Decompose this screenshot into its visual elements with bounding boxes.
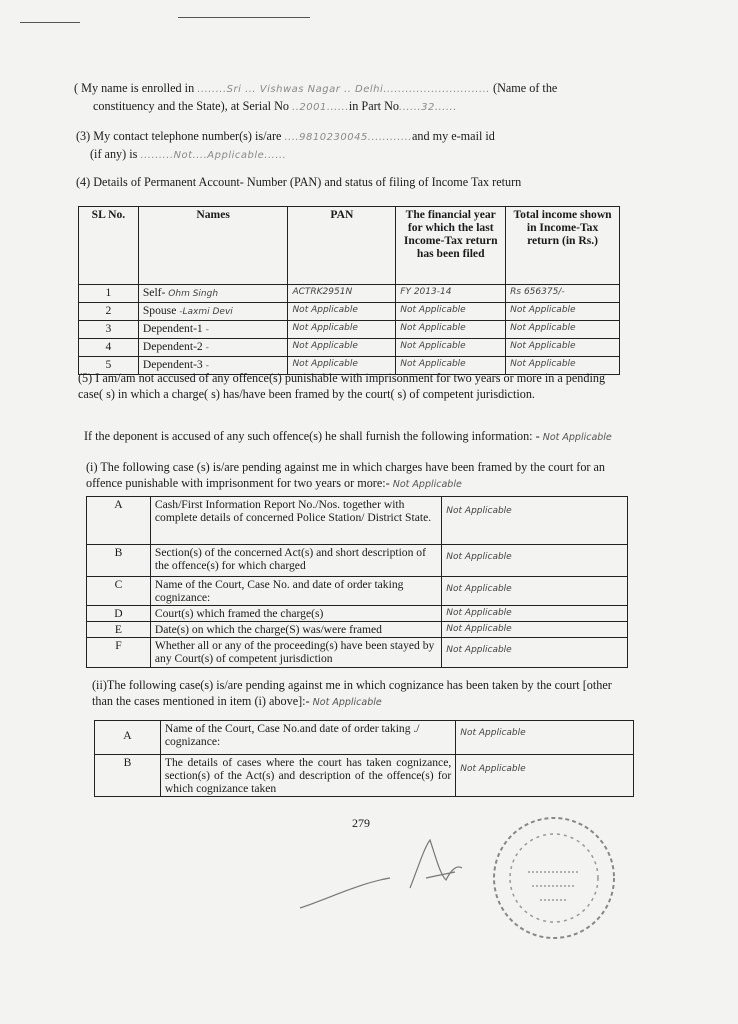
handwritten-serial: ..2001...... <box>292 102 349 113</box>
handwritten-phone: ....9810230045............ <box>284 132 412 143</box>
col-financial-year: The financial year for which the last Income-Tax return has been filed <box>396 207 506 285</box>
header-rule-left <box>20 22 80 23</box>
table-row: D Court(s) which framed the charge(s) Not Applicable <box>87 606 628 622</box>
table-row: C Name of the Court, Case No. and date of order taking cognizance: Not Applicable <box>87 577 628 606</box>
table-row: A Cash/First Information Report No./Nos. together with complete details of concerned Police Station/ District State. Not Applicable <box>87 497 628 545</box>
deponent-note: If the deponent is accused of any such offence(s) he shall furnish the following information: - Not Applicable <box>84 429 612 443</box>
item-marker: ( <box>74 81 79 95</box>
col-sl-no: SL No. <box>79 207 139 285</box>
item-2-enrolment: ( My name is enrolled in ........Sri ... Vishwas Nagar .. Delhi............................. (Name of the constituency and the State), at Serial No ..2001......in Part No......32...... <box>74 81 558 113</box>
page-number: 279 <box>352 816 370 830</box>
pan-table <box>78 206 620 375</box>
handwritten-item-i-na: Not Applicable <box>392 479 462 490</box>
handwritten-constituency: ........Sri ... Vishwas Nagar .. Delhi............................. <box>197 84 490 95</box>
col-pan: PAN <box>288 207 396 285</box>
table-row: 3 Dependent-1 - Not Applicable Not Applicable Not Applicable <box>79 321 620 339</box>
item-4-title: (4) Details of Permanent Account- Number (PAN) and status of filing of Income Tax return <box>76 175 522 189</box>
table-row: 1 Self- Ohm Singh ACTRK2951N FY 2013-14 Rs 656375/- <box>79 285 620 303</box>
col-total-income: Total income shown in Income-Tax return (in Rs.) <box>506 207 620 285</box>
table-row: 5 Dependent-3 - Not Applicable Not Applicable Not Applicable <box>79 357 620 375</box>
item-3-contact: (3) My contact telephone number(s) is/are ....9810230045............and my e-mail id (if any) is .........Not....Applicable...... <box>76 129 495 161</box>
item-i-pending-charges: (i) The following case (s) is/are pending against me in which charges have been framed by the court for an offence punishable with imprisonment for two years or more:- Not Applicable <box>86 460 606 490</box>
table-row: F Whether all or any of the proceeding(s) have been stayed by any Court(s) of competent jurisdiction Not Applicable <box>87 638 628 668</box>
handwritten-part-no: ......32...... <box>399 102 457 113</box>
table-row: A Name of the Court, Case No.and date of order taking ./ cognizance: Not Applicable <box>95 721 634 755</box>
official-stamp <box>488 812 620 944</box>
table-row: E Date(s) on which the charge(S) was/were framed Not Applicable <box>87 622 628 638</box>
handwritten-deponent-na: Not Applicable <box>542 432 612 443</box>
header-rule-right <box>178 17 310 18</box>
table-row: 2 Spouse -Laxmi Devi Not Applicable Not Applicable Not Applicable <box>79 303 620 321</box>
handwritten-item-ii-na: Not Applicable <box>312 697 382 708</box>
table-row: 4 Dependent-2 - Not Applicable Not Applicable Not Applicable <box>79 339 620 357</box>
table-row: B Section(s) of the concerned Act(s) and short description of the offence(s) for which charged Not Applicable <box>87 545 628 577</box>
charges-table <box>86 496 628 668</box>
handwritten-email: .........Not....Applicable...... <box>140 150 287 161</box>
item-ii-cognizance: (ii)The following case(s) is/are pending against me in which cognizance has been taken by the court [other than the cases mentioned in item (i) above]:- Not Applicable <box>92 678 612 708</box>
table-row: B The details of cases where the court has taken cognizance, section(s) of the Act(s) and description of the offence(s) for which cognizance taken Not Applicable <box>95 755 634 797</box>
item-5-accusation: (5) I am/am not accused of any offence(s) punishable with imprisonment for two years or more in a pending case( s) in which a charge( s) has/have been framed by the court( s) of competent jurisdiction. <box>78 371 606 401</box>
cognizance-table <box>94 720 634 797</box>
signature <box>290 828 480 918</box>
col-names: Names <box>138 207 288 285</box>
